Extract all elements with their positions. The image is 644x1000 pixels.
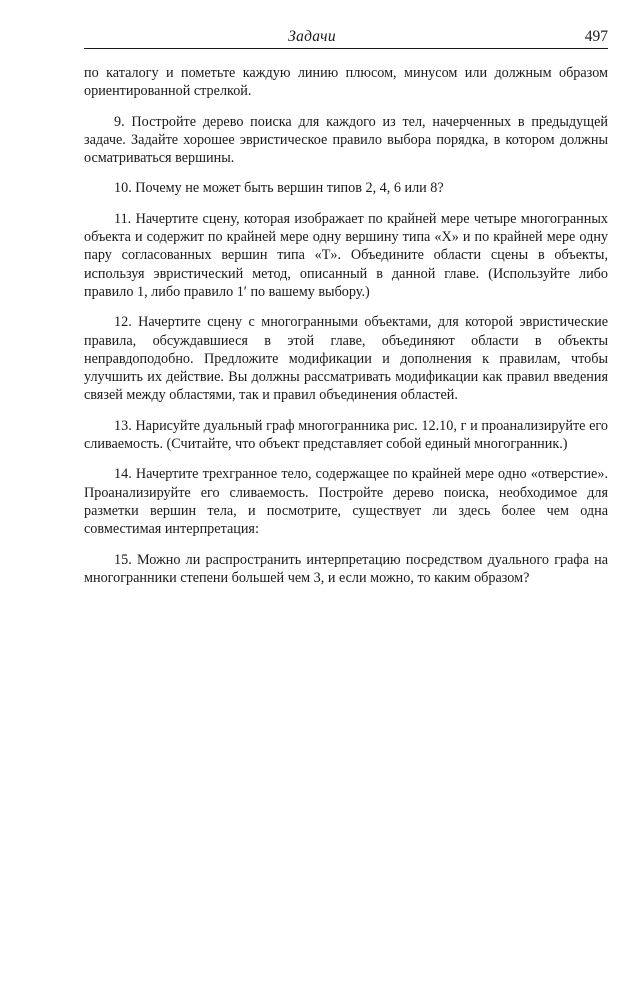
paragraph-text: Начертите сцену, которая изображает по крайней мере четыре многогранных объекта и содержит по крайней мере одну вершину типа «X» и по крайней мере одну пару согласованных вершин типа «T». Объедините области сцены в объекты, используя эвристический метод, описанный в данной главе. (Используйте либо правило 1, либо правило 1′ по вашему выбору.) — [84, 210, 608, 300]
exercise-number: 12. — [114, 314, 132, 331]
exercise-number: 13. — [114, 417, 132, 434]
paragraph-text: по каталогу и пометьте каждую линию плюсом, минусом или должным образом ориентированной стрелкой. — [84, 65, 608, 100]
exercise-9 — [84, 113, 608, 168]
paragraph-text: Можно ли распространить интерпретацию посредством дуального графа на многогранники степени большей чем 3, и если можно, то каким образом? — [84, 551, 608, 586]
paragraph-text: Постройте дерево поиска для каждого из тел, начерченных в предыдущей задаче. Задайте хорошее эвристическое правило выбора порядка, в котором должны осматриваться вершины. — [84, 113, 608, 167]
running-header — [84, 26, 608, 48]
exercise-13 — [84, 417, 608, 454]
header-rule — [84, 48, 608, 49]
exercise-11 — [84, 210, 608, 301]
running-header-title: Задачи — [288, 28, 336, 45]
exercise-10 — [84, 179, 608, 197]
paragraph-text: Начертите трехгранное тело, содержащее по крайней мере одно «отверстие». Проанализируйте его сливаемость. Постройте дерево поиска, необходимое для разметки вершин тела, и посмотрите, существует ли здесь более чем одна совместимая интерпретация: — [84, 466, 608, 538]
paragraph-text: Нарисуйте дуальный граф многогранника рис. 12.10, г и проанализируйте его сливаемость. (Считайте, что объект представляет собой единый многогранник.) — [84, 417, 608, 453]
exercise-14 — [84, 465, 608, 538]
page-body — [84, 64, 608, 599]
exercise-number: 15. — [114, 551, 132, 568]
paragraph-text: Почему не может быть вершин типов 2, 4, 6 или 8? — [135, 180, 444, 197]
page-number: 497 — [584, 28, 608, 45]
exercise-number: 10. — [114, 180, 132, 197]
paragraph-text: Начертите сцену с многогранными объектами, для которой эвристические правила, обсуждавшиеся в этой главе, объединяют области в объекты неправдоподобно. Предложите модификации и дополнения к правилам, чтобы улучшить их действие. Вы должны рассматривать модификации как правил введения связей между областями, так и правил объединения областей. — [84, 314, 608, 404]
exercise-15 — [84, 551, 608, 588]
exercise-12 — [84, 313, 608, 404]
continuation-paragraph — [84, 64, 608, 101]
exercise-number: 9. — [114, 113, 125, 130]
exercise-number: 14. — [114, 466, 132, 483]
exercise-number: 11. — [114, 210, 132, 227]
